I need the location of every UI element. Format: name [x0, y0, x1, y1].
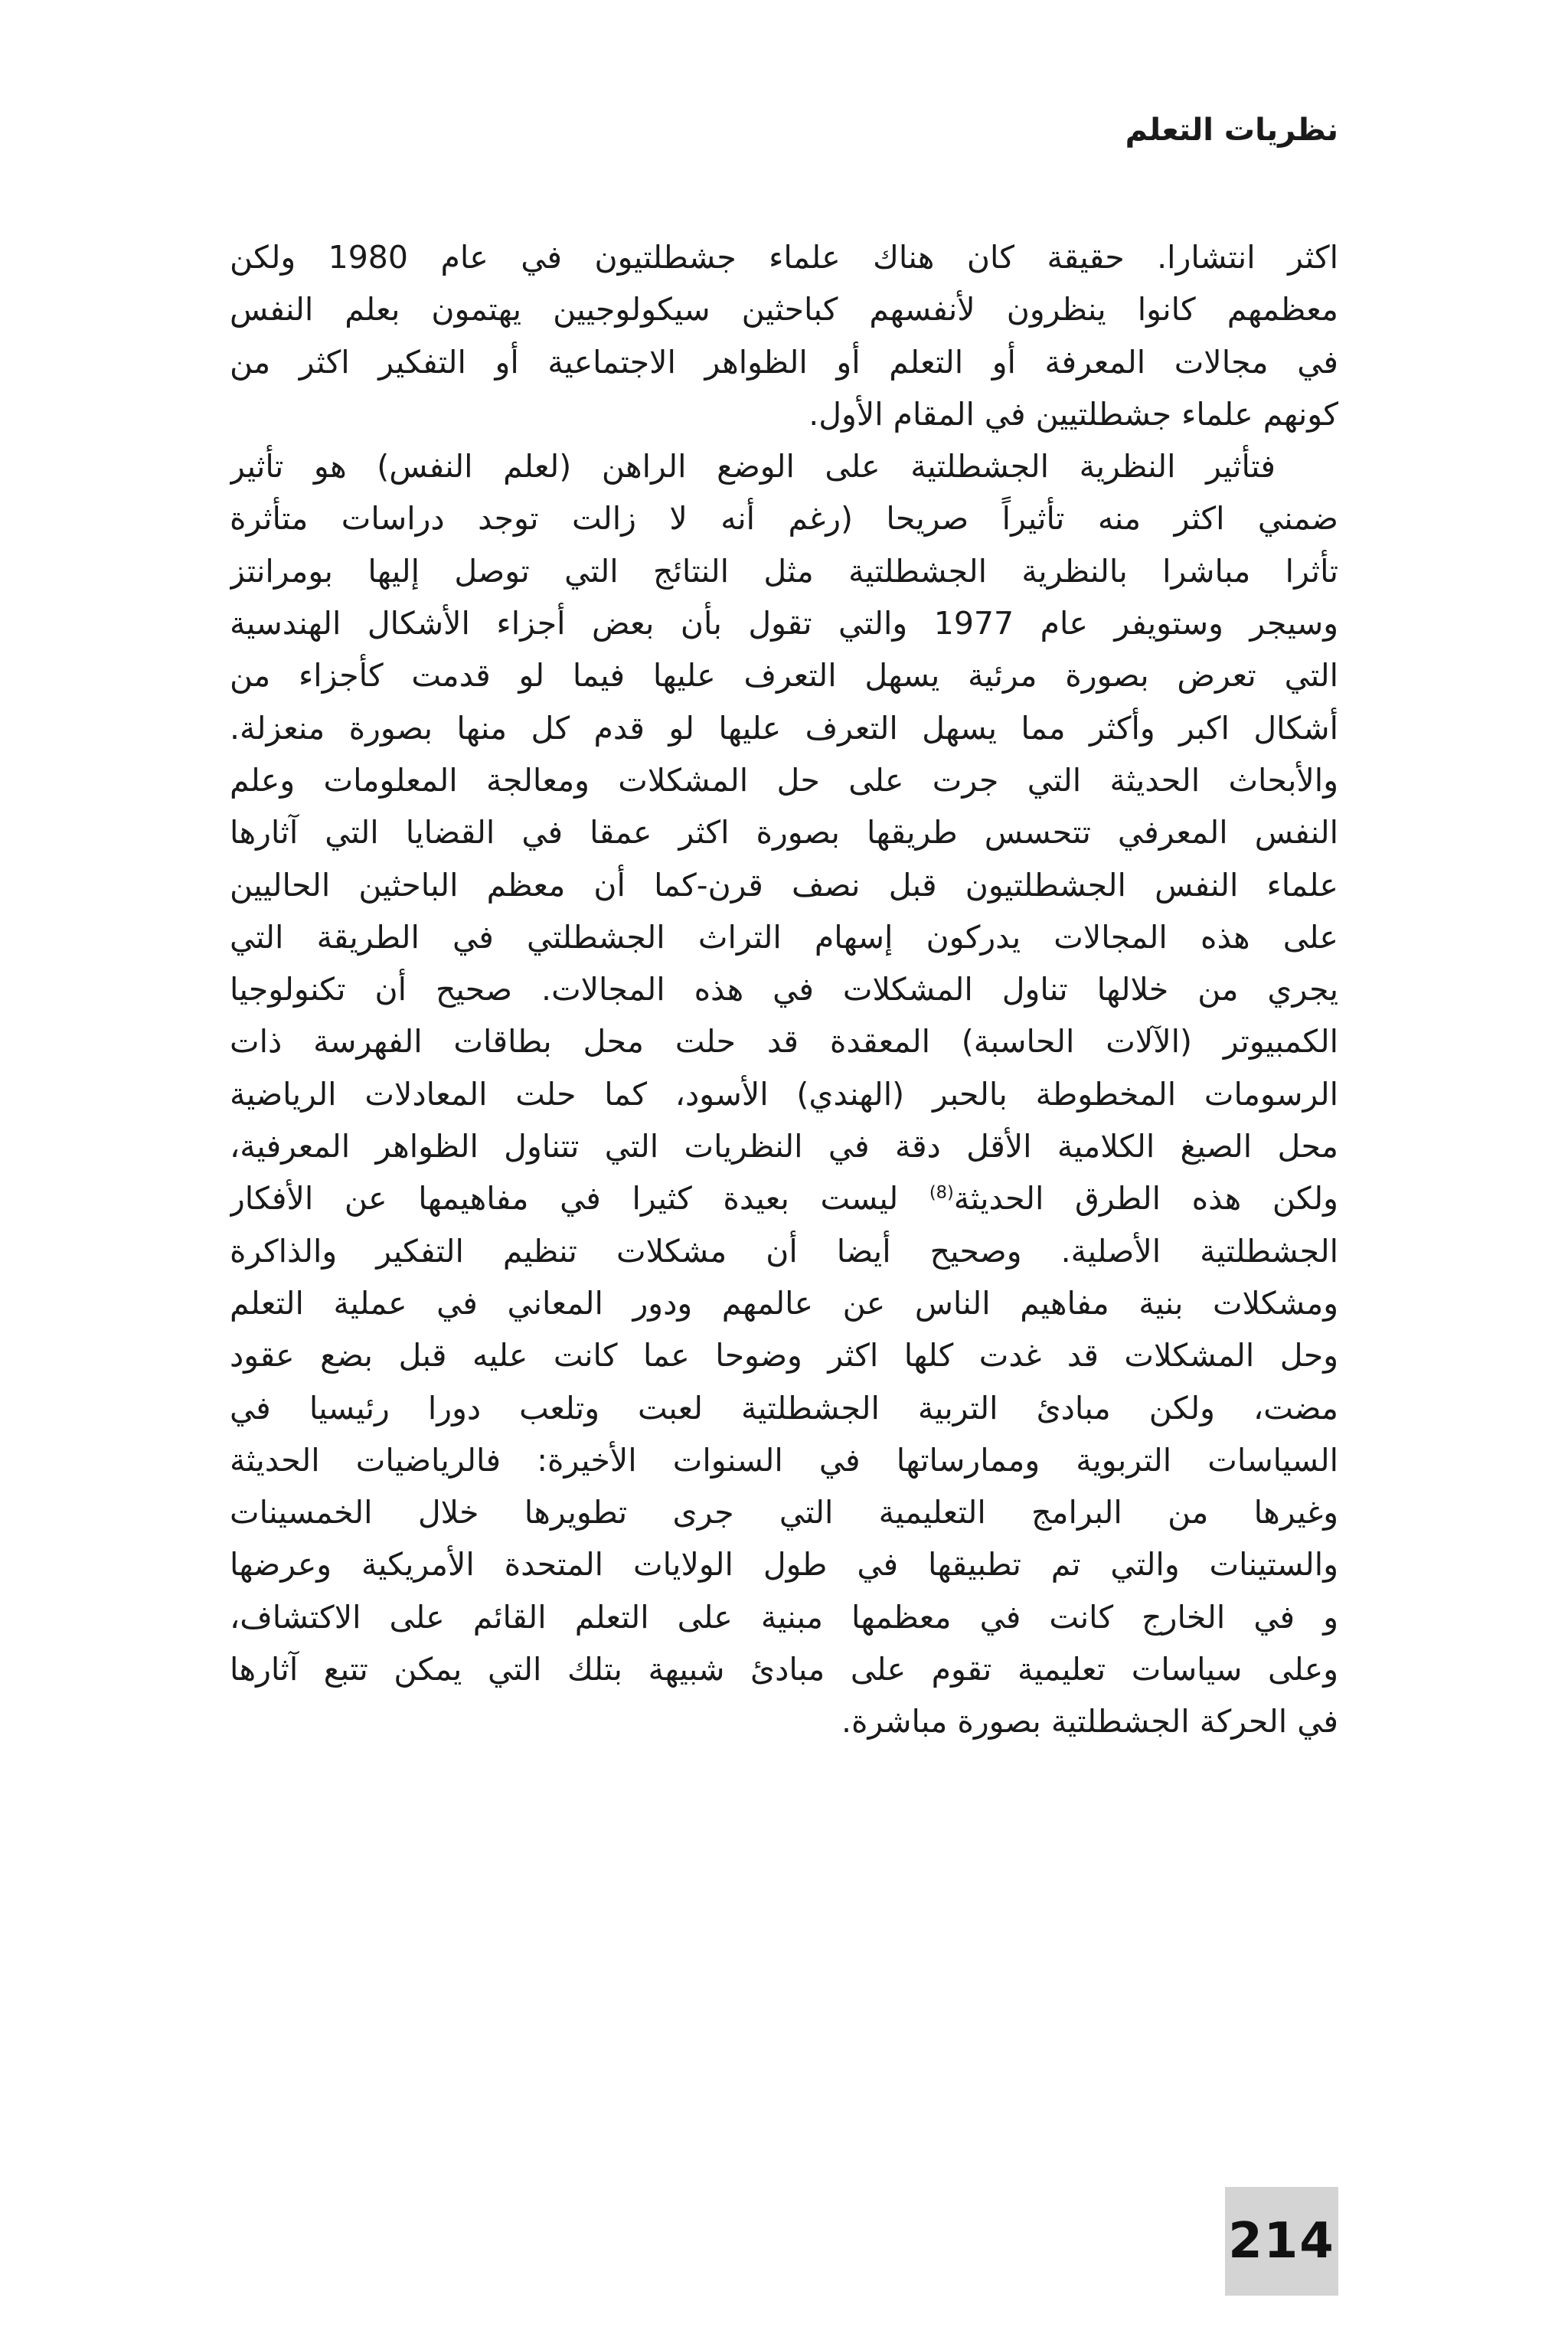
text-line: في الحركة الجشطلتية بصورة مباشرة. [841, 1703, 1338, 1740]
text-line: يجري من خلالها تناول المشكلات في هذه المجالات. صحيح أن تكنولوجيا [230, 971, 1338, 1008]
text-line: والأبحاث الحديثة التي جرت على حل المشكلات ومعالجة المعلومات وعلم [230, 761, 1338, 799]
line-suffix: ليست بعيدة كثيرا في مفاهيمها عن الأفكار [230, 1180, 899, 1217]
text-line: و في الخارج كانت في معظمها مبنية على التعلم القائم على الاكتشاف، [230, 1598, 1338, 1636]
text-line: كونهم علماء جشطلتيين في المقام الأول. [808, 395, 1338, 433]
text-line: ومشكلات بنية مفاهيم الناس عن عالمهم ودور المعاني في عملية التعلم [230, 1284, 1338, 1322]
body-text [230, 231, 1338, 1748]
text-line: أشكال اكبر وأكثر مما يسهل التعرف عليها لو قدم كل منها بصورة منعزلة. [230, 709, 1338, 747]
text-line: الرسومات المخطوطة بالحبر (الهندي) الأسود، كما حلت المعادلات الرياضية [230, 1075, 1338, 1113]
text-line: وعلى سياسات تعليمية تقوم على مبادئ شبيهة بتلك التي يمكن تتبع آثارها [230, 1651, 1338, 1688]
text-line: علماء النفس الجشطلتيون قبل نصف قرن-كما أن معظم الباحثين الحاليين [230, 866, 1338, 904]
text-line: فتأثير النظرية الجشطلتية على الوضع الراهن (لعلم النفس) هو تأثير [230, 448, 1276, 485]
text-line: ضمني اكثر منه تأثيراً صريحا (رغم أنه لا زالت توجد دراسات متأثرة [230, 500, 1338, 538]
text-line: وحل المشكلات قد غدت كلها اكثر وضوحا عما كانت عليه قبل بضع عقود [230, 1337, 1338, 1374]
text-line: مضت، ولكن مبادئ التربية الجشطلتية لعبت وتلعب دورا رئيسيا في [230, 1389, 1338, 1427]
page-number-box [1225, 2187, 1338, 2296]
text-line: الجشطلتية الأصلية. وصحيح أيضا أن مشكلات تنظيم التفكير والذاكرة [230, 1232, 1338, 1270]
text-line: على هذه المجالات يدركون إسهام التراث الجشطلتي في الطريقة التي [230, 918, 1338, 956]
footnote-ref: (8) [929, 1182, 954, 1203]
text-line: التي تعرض بصورة مرئية يسهل التعرف عليها فيما لو قدمت كأجزاء من [230, 657, 1338, 695]
text-line-with-footnote [230, 1172, 1338, 1224]
running-header: نظريات التعلم [1125, 113, 1338, 148]
text-line: وسيجر وستويفر عام 1977 والتي تقول بأن بعض أجزاء الأشكال الهندسية [230, 605, 1338, 642]
text-line: في مجالات المعرفة أو التعلم أو الظواهر الاجتماعية أو التفكير اكثر من [230, 343, 1338, 381]
text-line: والستينات والتي تم تطبيقها في طول الولايات المتحدة الأمريكية وعرضها [230, 1546, 1338, 1584]
page-number: 214 [1228, 2213, 1335, 2270]
text-line: تأثرا مباشرا بالنظرية الجشطلتية مثل النتائج التي توصل إليها بومرانتز [230, 552, 1338, 590]
text-line: السياسات التربوية وممارساتها في السنوات الأخيرة: فالرياضيات الحديثة [230, 1441, 1338, 1479]
text-line: محل الصيغ الكلامية الأقل دقة في النظريات التي تتناول الظواهر المعرفية، [230, 1128, 1338, 1165]
text-line: اكثر انتشارا. حقيقة كان هناك علماء جشطلتيون في عام 1980 ولكن [230, 239, 1338, 276]
text-line: معظمهم كانوا ينظرون لأنفسهم كباحثين سيكولوجيين يهتمون بعلم النفس [230, 291, 1338, 328]
text-line: النفس المعرفي تتحسس طريقها بصورة اكثر عمقا في القضايا التي آثارها [230, 814, 1338, 851]
text-line: الكمبيوتر (الآلات الحاسبة) المعقدة قد حلت محل بطاقات الفهرسة ذات [230, 1023, 1338, 1061]
line-prefix: ولكن هذه الطرق الحديثة [953, 1180, 1338, 1217]
text-line: وغيرها من البرامج التعليمية التي جرى تطويرها خلال الخمسينات [230, 1494, 1338, 1531]
